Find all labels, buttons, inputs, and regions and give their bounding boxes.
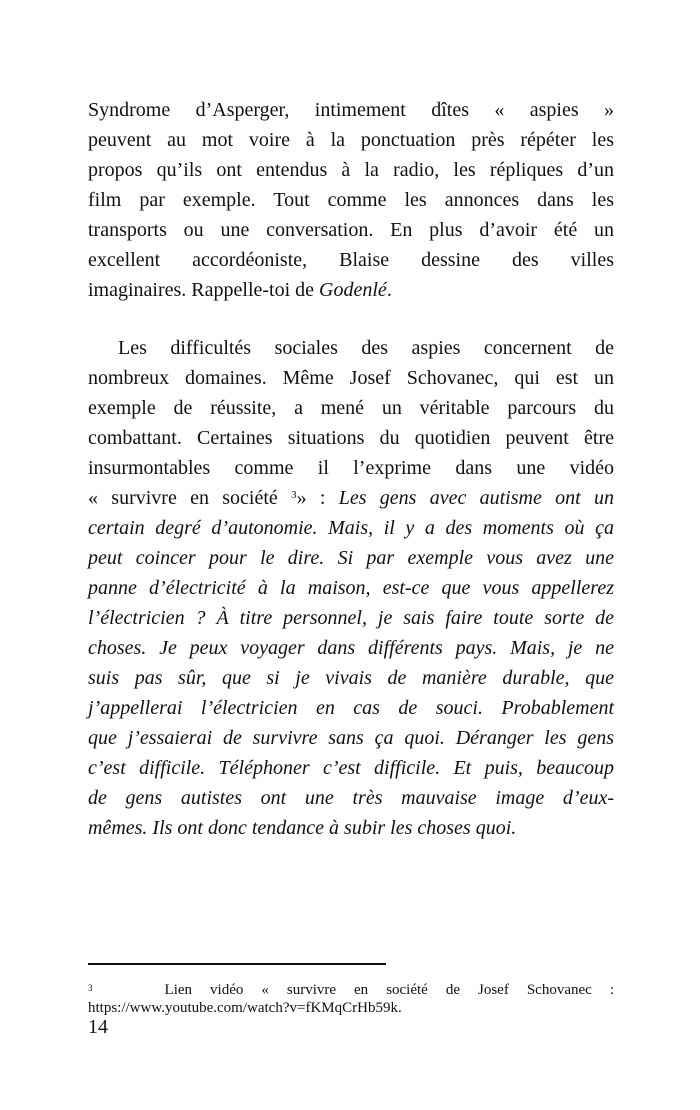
footnote [88, 981, 614, 1017]
text-line: insurmontables comme il l’exprime dans une vidéo [88, 457, 614, 479]
paragraph-1 [88, 95, 614, 305]
text-line: transports ou une conversation. En plus d’avoir été un [88, 219, 614, 241]
text-line [88, 483, 614, 513]
quote-line: mêmes. Ils ont donc tendance à subir les choses quoi. [88, 817, 517, 839]
quote-line: j’appellerai l’électricien en cas de souci. Probablement [88, 697, 614, 719]
footnote-line [88, 981, 614, 999]
text-run: . [386, 279, 392, 301]
quote-line: l’électricien ? À titre personnel, je sais faire toute sorte de [88, 607, 614, 629]
footnote-reference[interactable]: 3 [291, 489, 297, 501]
quote-line: peut coincer pour le dire. Si par exemple vous avez une [88, 547, 614, 569]
quote-line: c’est difficile. Téléphoner c’est difficile. Et puis, beaucoup [88, 757, 614, 779]
text-line: peuvent au mot voire à la ponctuation près répéter les [88, 129, 614, 151]
quote-line: suis pas sûr, que si je vivais de manière durable, que [88, 667, 614, 689]
quote-text: Les gens avec autisme ont un [338, 487, 614, 509]
text-line: Les difficultés sociales des aspies concernent de [118, 337, 614, 359]
text-line: propos qu’ils ont entendus à la radio, les répliques d’un [88, 159, 614, 181]
title-godenle: Godenlé [319, 279, 387, 301]
footnote-text: Lien vidéo « survivre en société de Josef Schovanec : [164, 982, 614, 998]
text-line: combattant. Certaines situations du quotidien peuvent être [88, 427, 614, 449]
quote-line: de gens autistes ont une très mauvaise image d’eux- [88, 787, 614, 809]
text-line: excellent accordéoniste, Blaise dessine des villes [88, 249, 614, 271]
quote-line: choses. Je peux voyager dans différents pays. Mais, je ne [88, 637, 614, 659]
page-number: 14 [88, 1016, 108, 1038]
text-line [88, 275, 614, 305]
text-line: nombreux domaines. Même Josef Schovanec, qui est un [88, 367, 614, 389]
footnote-separator [88, 963, 386, 965]
text-run: « survivre en société [88, 487, 292, 509]
footnote-number: 3 [88, 983, 93, 993]
quote-line: panne d’électricité à la maison, est-ce que vous appellerez [88, 577, 614, 599]
text-line: film par exemple. Tout comme les annonces dans les [88, 189, 614, 211]
paragraph-2 [88, 333, 614, 843]
text-run: » : [296, 487, 339, 509]
text-line: Syndrome d’Asperger, intimement dîtes « aspies » [88, 99, 614, 121]
text-line: exemple de réussite, a mené un véritable parcours du [88, 397, 614, 419]
text-run: imaginaires. Rappelle-toi de [88, 279, 320, 301]
quote-line: que j’essaierai de survivre sans ça quoi. Déranger les gens [88, 727, 614, 749]
footnote-link[interactable]: https://www.youtube.com/watch?v=fKMqCrHb59k. [88, 1000, 402, 1016]
quote-line: certain degré d’autonomie. Mais, il y a des moments où ça [88, 517, 614, 539]
